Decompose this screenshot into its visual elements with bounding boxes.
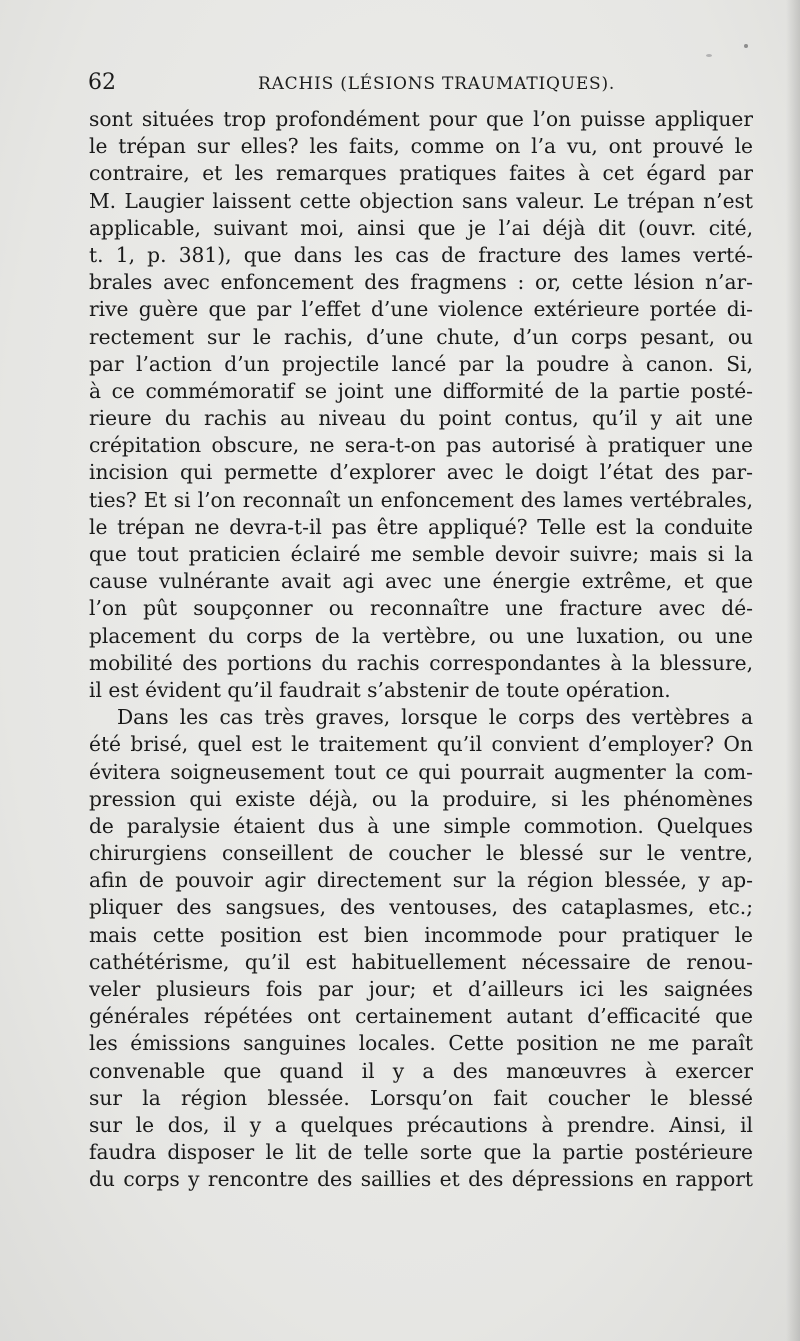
- text-line: sont situées trop profondément pour que l’on puisse appliquer: [89, 107, 753, 131]
- text-line: été brisé, quel est le traitement qu’il convient d’employer? On: [89, 732, 753, 757]
- text-line: du corps y rencontre des saillies et des dépressions en rapport: [89, 1167, 753, 1192]
- text-line: rive guère que par l’effet d’une violence extérieure portée di-: [89, 297, 753, 322]
- text-line: incision qui permette d’explorer avec le doigt l’état des par-: [89, 460, 753, 485]
- text-line: de paralysie étaient dus à une simple commotion. Quelques: [89, 813, 753, 838]
- text-line: placement du corps de la vertèbre, ou une luxation, ou une: [89, 623, 753, 648]
- text-line: que tout praticien éclairé me semble devoir suivre; mais si la: [89, 542, 753, 566]
- text-line: rectement sur le rachis, d’une chute, d’un corps pesant, ou: [89, 324, 753, 349]
- text-line: faudra disposer le lit de telle sorte que la partie postérieure: [89, 1140, 753, 1165]
- text-line: à ce commémoratif se joint une difformité de la partie posté-: [89, 378, 753, 403]
- text-line: l’on pût soupçonner ou reconnaître une fracture avec dé-: [89, 596, 753, 621]
- text-line: pliquer des sangsues, des ventouses, des cataplasmes, etc.;: [89, 895, 753, 920]
- page-header: [88, 68, 752, 102]
- paragraph-start-line: Dans les cas très graves, lorsque le corps des vertèbres a: [117, 705, 753, 730]
- text-line: crépitation obscure, ne sera-t-on pas autorisé à pratiquer une: [89, 433, 753, 458]
- text-line: évitera soigneusement tout ce qui pourrait augmenter la com-: [89, 759, 753, 784]
- text-line: pression qui existe déjà, ou la produire, si les phénomènes: [89, 786, 753, 811]
- text-line: brales avec enfoncement des fragmens : or, cette lésion n’ar-: [89, 270, 753, 295]
- text-line: rieure du rachis au niveau du point contus, qu’il y ait une: [89, 406, 753, 431]
- text-line: cause vulnérante avait agi avec une énergie extrême, et que: [89, 569, 753, 594]
- text-line: le trépan sur elles? les faits, comme on l’a vu, ont prouvé le: [89, 134, 753, 159]
- text-line: sur la région blessée. Lorsqu’on fait coucher le blessé: [89, 1085, 753, 1110]
- text-line: le trépan ne devra-t-il pas être appliqué? Telle est la conduite: [89, 514, 753, 539]
- text-line: ties? Et si l’on reconnaît un enfoncement des lames vertébrales,: [89, 487, 753, 512]
- text-line: sur le dos, il y a quelques précautions à prendre. Ainsi, il: [89, 1112, 753, 1137]
- text-line: convenable que quand il y a des manœuvres à exercer: [89, 1058, 753, 1083]
- text-line: contraire, et les remarques pratiques faites à cet égard par: [89, 161, 753, 186]
- running-head: RACHIS (LÉSIONS TRAUMATIQUES).: [258, 74, 616, 94]
- text-line: applicable, suivant moi, ainsi que je l’ai déjà dit (ouvr. cité,: [89, 215, 753, 240]
- body-text: [89, 106, 753, 1194]
- text-line: afin de pouvoir agir directement sur la région blessée, y ap-: [89, 868, 753, 893]
- text-line: M. Laugier laissent cette objection sans valeur. Le trépan n’est: [89, 188, 753, 213]
- text-line: les émissions sanguines locales. Cette position ne me paraît: [89, 1031, 753, 1056]
- text-line: générales répétées ont certainement autant d’efficacité que: [89, 1004, 753, 1029]
- text-line: chirurgiens conseillent de coucher le blessé sur le ventre,: [89, 841, 753, 866]
- text-line: mais cette position est bien incommode pour pratiquer le: [89, 922, 753, 947]
- paper-speck: [706, 54, 712, 57]
- paragraph-end-line: il est évident qu’il faudrait s’abstenir de toute opération.: [89, 677, 671, 702]
- text-line: veler plusieurs fois par jour; et d’ailleurs ici les saignées: [89, 977, 753, 1001]
- page-number: 62: [88, 70, 116, 95]
- paper-speck: [744, 44, 748, 48]
- text-line: par l’action d’un projectile lancé par la poudre à canon. Si,: [89, 351, 753, 376]
- text-line: t. 1, p. 381), que dans les cas de fracture des lames verté-: [89, 242, 753, 267]
- text-line: mobilité des portions du rachis correspondantes à la blessure,: [89, 650, 753, 675]
- text-line: cathétérisme, qu’il est habituellement nécessaire de renou-: [89, 949, 753, 974]
